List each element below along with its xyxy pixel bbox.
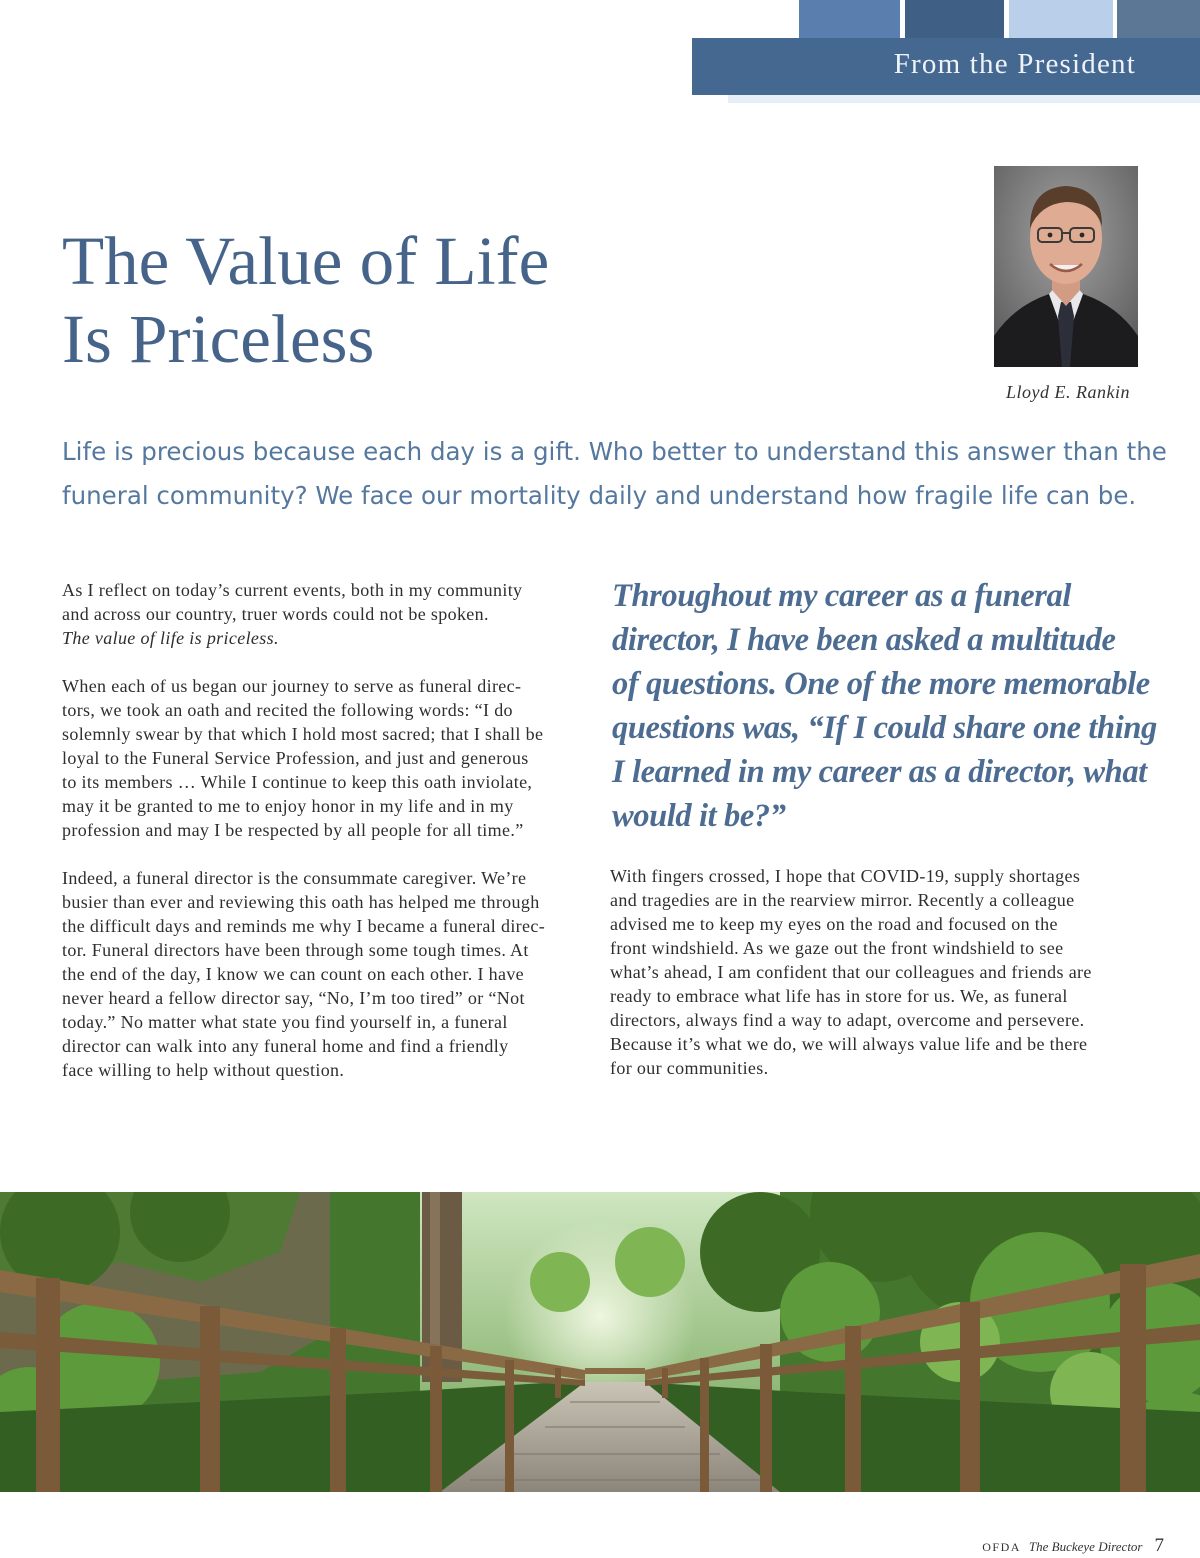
- text-line: When each of us began our journey to serve as funeral direc-: [62, 676, 522, 696]
- text-line: what’s ahead, I am confident that our colleagues and friends are: [610, 962, 1092, 982]
- paragraph-2: [62, 674, 602, 842]
- paragraph-3: [62, 866, 602, 1082]
- article-title: [62, 222, 549, 378]
- text-line: today.” No matter what state you find yourself in, a funeral: [62, 1012, 508, 1032]
- text-line: busier than ever and reviewing this oath has helped me through: [62, 892, 540, 912]
- header-swatch-3: [1009, 0, 1113, 38]
- text-line: loyal to the Funeral Service Profession, and just and generous: [62, 748, 529, 768]
- author-portrait-image: [994, 166, 1138, 367]
- footer-org: OFDA: [982, 1540, 1021, 1554]
- body-column-left: [62, 578, 602, 1106]
- deck-line-2: funeral community? We face our mortality daily and understand how fragile life can be.: [62, 481, 1137, 510]
- paragraph-4: [610, 864, 1150, 1080]
- text-line: never heard a fellow director say, “No, I’m too tired” or “Not: [62, 988, 525, 1008]
- footer-publication: The Buckeye Director: [1028, 1539, 1143, 1554]
- text-line: for our communities.: [610, 1058, 769, 1078]
- text-line: the difficult days and reminds me why I became a funeral direc-: [62, 916, 546, 936]
- author-caption: Lloyd E. Rankin: [1006, 382, 1130, 402]
- article-title-line-2: Is Priceless: [62, 301, 375, 377]
- pull-quote-line: would it be?”: [612, 798, 786, 834]
- text-line: director can walk into any funeral home and find a friendly: [62, 1036, 509, 1056]
- header-swatch-1: [799, 0, 900, 38]
- author-portrait: [994, 166, 1138, 367]
- boardwalk-illustration: [0, 1192, 1200, 1492]
- text-line: face willing to help without question.: [62, 1060, 345, 1080]
- deck-line-1: Life is precious because each day is a gift. Who better to understand this answer than the: [62, 437, 1167, 466]
- pull-quote-line: Throughout my career as a funeral: [612, 578, 1072, 614]
- section-label: From the President: [893, 48, 1136, 80]
- paragraph-1: [62, 578, 602, 650]
- text-line-italic: The value of life is priceless.: [62, 628, 279, 648]
- section-banner-shadow: [728, 95, 1200, 103]
- text-line: and tragedies are in the rearview mirror. Recently a colleague: [610, 890, 1075, 910]
- text-line: profession and may I be respected by all people for all time.”: [62, 820, 524, 840]
- pull-quote-line: of questions. One of the more memorable: [612, 666, 1150, 702]
- header-swatch-2: [905, 0, 1004, 38]
- pull-quote-line: director, I have been asked a multitude: [612, 622, 1116, 658]
- text-line: to its members … While I continue to keep this oath inviolate,: [62, 772, 533, 792]
- article-title-line-1: The Value of Life: [62, 223, 550, 299]
- text-line: ready to embrace what life has in store for us. We, as funeral: [610, 986, 1068, 1006]
- header-swatch-4: [1117, 0, 1200, 38]
- text-line: the end of the day, I know we can count on each other. I have: [62, 964, 525, 984]
- pull-quote-line: I learned in my career as a director, what: [612, 754, 1147, 790]
- text-line: tor. Funeral directors have been through some tough times. At: [62, 940, 529, 960]
- text-line: tors, we took an oath and recited the following words: “I do: [62, 700, 513, 720]
- page-footer: [982, 1535, 1164, 1557]
- text-line: directors, always find a way to adapt, overcome and persevere.: [610, 1010, 1085, 1030]
- text-line: front windshield. As we gaze out the front windshield to see: [610, 938, 1064, 958]
- pull-quote-line: questions was, “If I could share one thing: [612, 710, 1157, 746]
- text-line: Because it’s what we do, we will always value life and be there: [610, 1034, 1088, 1054]
- body-column-right: [610, 864, 1150, 1104]
- article-deck: [62, 430, 1167, 518]
- text-line: Indeed, a funeral director is the consummate caregiver. We’re: [62, 868, 527, 888]
- text-line: may it be granted to me to enjoy honor in my life and in my: [62, 796, 514, 816]
- text-line: With fingers crossed, I hope that COVID-19, supply shortages: [610, 866, 1081, 886]
- section-banner: [692, 38, 1200, 95]
- text-line: solemnly swear by that which I hold most sacred; that I shall be: [62, 724, 544, 744]
- text-line: As I reflect on today’s current events, both in my community: [62, 580, 523, 600]
- text-line: and across our country, truer words could not be spoken.: [62, 604, 489, 624]
- boardwalk-forest-photo: [0, 1192, 1200, 1492]
- text-line: advised me to keep my eyes on the road and focused on the: [610, 914, 1058, 934]
- pull-quote: [612, 574, 1172, 838]
- page-number: 7: [1154, 1535, 1164, 1556]
